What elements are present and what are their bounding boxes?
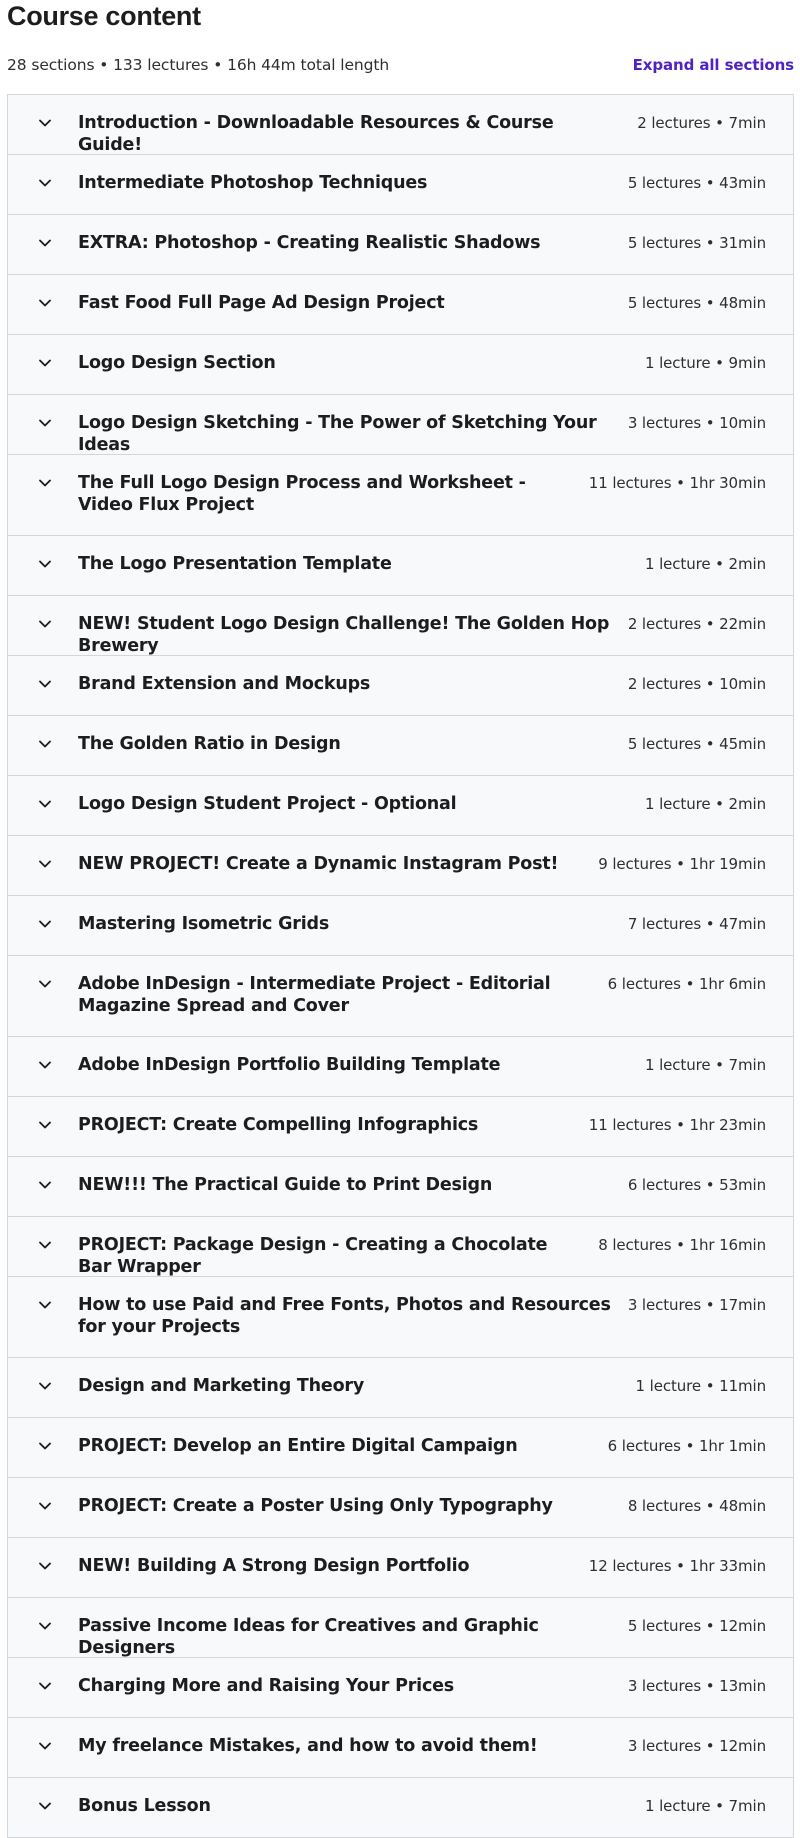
section-meta: 12 lectures • 1hr 33min	[588, 1557, 766, 1575]
course-summary-row	[7, 36, 794, 94]
section-row[interactable]	[8, 836, 793, 896]
section-title: The Full Logo Design Process and Worksheet - Video Flux Project	[78, 473, 526, 515]
course-summary: 28 sections • 133 lectures • 16h 44m total length	[7, 56, 390, 74]
section-row[interactable]	[8, 536, 793, 596]
chevron-down-icon	[38, 614, 52, 634]
section-meta: 5 lectures • 45min	[627, 735, 766, 753]
section-meta: 1 lecture • 2min	[644, 555, 766, 573]
expand-all-sections-button[interactable]: Expand all sections	[632, 56, 794, 74]
chevron-down-icon	[38, 554, 52, 574]
section-row[interactable]	[8, 1718, 793, 1778]
section-meta: 2 lectures • 7min	[637, 114, 766, 132]
section-row[interactable]	[8, 956, 793, 1037]
section-meta: 6 lectures • 1hr 6min	[607, 975, 766, 993]
chevron-down-icon	[38, 293, 52, 313]
chevron-down-icon	[38, 914, 52, 934]
section-title: Brand Extension and Mockups	[78, 674, 371, 694]
chevron-down-icon	[38, 1796, 52, 1816]
section-row[interactable]	[8, 1778, 793, 1838]
section-meta: 7 lectures • 47min	[627, 915, 766, 933]
section-title: Fast Food Full Page Ad Design Project	[78, 293, 445, 313]
chevron-down-icon	[38, 413, 52, 433]
section-meta: 3 lectures • 17min	[627, 1296, 766, 1314]
section-row[interactable]	[8, 656, 793, 716]
course-content-heading: Course content	[7, 1, 201, 31]
chevron-down-icon	[38, 674, 52, 694]
chevron-down-icon	[38, 1496, 52, 1516]
section-row[interactable]	[8, 896, 793, 956]
section-meta: 11 lectures • 1hr 23min	[588, 1116, 766, 1134]
section-meta: 2 lectures • 10min	[627, 675, 766, 693]
section-row[interactable]	[8, 1418, 793, 1478]
section-row[interactable]	[8, 1598, 793, 1658]
section-meta: 6 lectures • 53min	[627, 1176, 766, 1194]
section-title: Adobe InDesign Portfolio Building Template	[78, 1055, 501, 1075]
chevron-down-icon	[38, 1436, 52, 1456]
section-title: Design and Marketing Theory	[78, 1376, 365, 1396]
section-meta: 2 lectures • 22min	[627, 615, 766, 633]
section-title: Bonus Lesson	[78, 1796, 211, 1816]
section-row[interactable]	[8, 716, 793, 776]
section-meta: 11 lectures • 1hr 30min	[588, 474, 766, 492]
section-row[interactable]	[8, 335, 793, 395]
section-meta: 1 lecture • 2min	[644, 795, 766, 813]
section-meta: 6 lectures • 1hr 1min	[607, 1437, 766, 1455]
section-row[interactable]	[8, 776, 793, 836]
chevron-down-icon	[38, 1616, 52, 1636]
chevron-down-icon	[38, 1556, 52, 1576]
section-title: PROJECT: Develop an Entire Digital Campaign	[78, 1436, 518, 1456]
chevron-down-icon	[38, 1736, 52, 1756]
section-meta: 5 lectures • 43min	[627, 174, 766, 192]
chevron-down-icon	[38, 1295, 52, 1315]
section-title: Introduction - Downloadable Resources & Course Guide!	[78, 113, 554, 155]
section-meta: 1 lecture • 7min	[644, 1056, 766, 1074]
section-title: NEW!!! The Practical Guide to Print Design	[78, 1175, 493, 1195]
section-title: EXTRA: Photoshop - Creating Realistic Shadows	[78, 233, 541, 253]
chevron-down-icon	[38, 854, 52, 874]
section-title: Mastering Isometric Grids	[78, 914, 330, 934]
section-row[interactable]	[8, 1658, 793, 1718]
section-row[interactable]	[8, 1358, 793, 1418]
section-meta: 1 lecture • 7min	[644, 1797, 766, 1815]
section-row[interactable]	[8, 95, 793, 155]
chevron-down-icon	[38, 1055, 52, 1075]
section-row[interactable]	[8, 275, 793, 335]
section-title: Passive Income Ideas for Creatives and Graphic Designers	[78, 1616, 539, 1658]
section-row[interactable]	[8, 1217, 793, 1277]
section-title: Logo Design Section	[78, 353, 276, 373]
section-meta: 3 lectures • 13min	[627, 1677, 766, 1695]
section-title: PROJECT: Create Compelling Infographics	[78, 1115, 479, 1135]
section-meta: 8 lectures • 1hr 16min	[598, 1236, 766, 1254]
chevron-down-icon	[38, 1115, 52, 1135]
section-title: Logo Design Sketching - The Power of Sketching Your Ideas	[78, 413, 597, 455]
chevron-down-icon	[38, 794, 52, 814]
section-row[interactable]	[8, 215, 793, 275]
section-row[interactable]	[8, 1097, 793, 1157]
section-title: Intermediate Photoshop Techniques	[78, 173, 428, 193]
chevron-down-icon	[38, 1175, 52, 1195]
section-title: NEW! Student Logo Design Challenge! The Golden Hop Brewery	[78, 614, 610, 656]
section-meta: 1 lecture • 9min	[644, 354, 766, 372]
section-title: The Logo Presentation Template	[78, 554, 392, 574]
section-meta: 5 lectures • 12min	[627, 1617, 766, 1635]
section-meta: 1 lecture • 11min	[635, 1377, 766, 1395]
section-title: How to use Paid and Free Fonts, Photos and Resources for your Projects	[78, 1295, 611, 1337]
section-title: PROJECT: Create a Poster Using Only Typography	[78, 1496, 553, 1516]
section-row[interactable]	[8, 596, 793, 656]
section-row[interactable]	[8, 155, 793, 215]
section-row[interactable]	[8, 1478, 793, 1538]
chevron-down-icon	[38, 113, 52, 133]
chevron-down-icon	[38, 473, 52, 493]
section-row[interactable]	[8, 1157, 793, 1217]
section-title: The Golden Ratio in Design	[78, 734, 341, 754]
section-title: NEW! Building A Strong Design Portfolio	[78, 1556, 470, 1576]
section-meta: 9 lectures • 1hr 19min	[598, 855, 766, 873]
sections-list	[7, 94, 794, 1838]
section-meta: 5 lectures • 48min	[627, 294, 766, 312]
section-meta: 3 lectures • 12min	[627, 1737, 766, 1755]
section-row[interactable]	[8, 1277, 793, 1358]
section-row[interactable]	[8, 1538, 793, 1598]
section-row[interactable]	[8, 455, 793, 536]
section-title: My freelance Mistakes, and how to avoid them!	[78, 1736, 538, 1756]
section-meta: 8 lectures • 48min	[627, 1497, 766, 1515]
section-meta: 5 lectures • 31min	[627, 234, 766, 252]
section-title: PROJECT: Package Design - Creating a Chocolate Bar Wrapper	[78, 1235, 548, 1277]
chevron-down-icon	[38, 233, 52, 253]
chevron-down-icon	[38, 173, 52, 193]
section-meta: 3 lectures • 10min	[627, 414, 766, 432]
chevron-down-icon	[38, 353, 52, 373]
section-title: Adobe InDesign - Intermediate Project - Editorial Magazine Spread and Cover	[78, 974, 551, 1016]
section-row[interactable]	[8, 1037, 793, 1097]
section-title: Logo Design Student Project - Optional	[78, 794, 457, 814]
chevron-down-icon	[38, 1676, 52, 1696]
chevron-down-icon	[38, 1235, 52, 1255]
section-row[interactable]	[8, 395, 793, 455]
section-title: Charging More and Raising Your Prices	[78, 1676, 455, 1696]
chevron-down-icon	[38, 1376, 52, 1396]
section-title: NEW PROJECT! Create a Dynamic Instagram Post!	[78, 854, 559, 874]
chevron-down-icon	[38, 734, 52, 754]
chevron-down-icon	[38, 974, 52, 994]
